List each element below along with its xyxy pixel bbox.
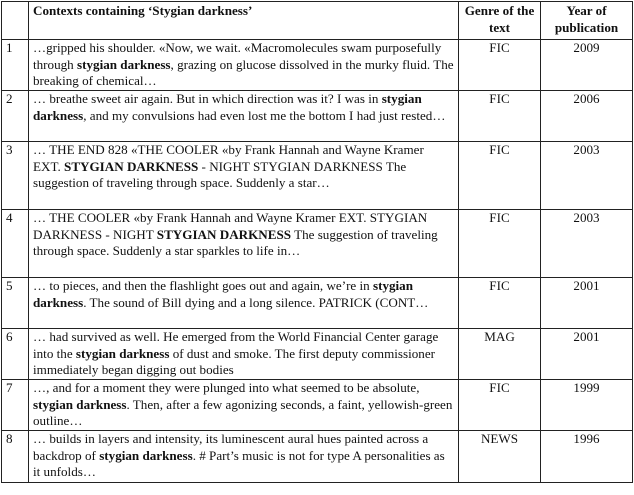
- keyword-highlight: stygian darkness: [99, 447, 193, 463]
- row-number: 3: [2, 142, 29, 210]
- row-year: 1996: [541, 431, 633, 483]
- row-genre: FIC: [459, 91, 541, 142]
- row-context: [29, 431, 459, 483]
- context-text: … breathe sweet air again. But in which direction was it? I was in: [33, 91, 382, 106]
- keyword-highlight: STYGIAN DARKNESS: [156, 226, 292, 242]
- context-text: … THE COOLER «by Frank Hannah and Wayne Kramer EXT. STYGIAN DARKNESS - NIGHT: [33, 210, 428, 242]
- keyword-highlight: stygian darkness: [33, 396, 127, 412]
- row-year: 2003: [541, 210, 633, 278]
- table-row: [2, 380, 633, 431]
- table-row: [2, 329, 633, 380]
- row-context: [29, 278, 459, 329]
- keyword-highlight: STYGIAN DARKNESS: [64, 158, 199, 174]
- keyword-highlight: stygian darkness: [77, 56, 171, 72]
- table-row: [2, 40, 633, 91]
- row-genre: FIC: [459, 142, 541, 210]
- context-text: . The sound of Bill dying and a long silence. PATRICK (CONT…: [83, 294, 429, 310]
- context-text: - NIGHT STYGIAN DARKNESS The suggestion of traveling through space. Suddenly a star…: [33, 158, 407, 191]
- context-text: … THE END 828 «THE COOLER «by Frank Hannah and Wayne Kramer EXT.: [33, 142, 424, 174]
- row-number: 4: [2, 210, 29, 278]
- row-number: 7: [2, 380, 29, 431]
- table-row: [2, 210, 633, 278]
- keyword-highlight: stygian darkness: [33, 278, 414, 310]
- row-year: 2003: [541, 142, 633, 210]
- row-context: [29, 210, 459, 278]
- header-year: Year of publication: [541, 2, 633, 40]
- table-row: [2, 91, 633, 142]
- keyword-highlight: stygian darkness: [75, 345, 170, 361]
- row-year: 2009: [541, 40, 633, 91]
- table-row: [2, 431, 633, 483]
- row-context: [29, 142, 459, 210]
- row-genre: FIC: [459, 210, 541, 278]
- header-index: [2, 2, 29, 40]
- context-text: …, and for a moment they were plunged into what seemed to be absolute,: [33, 380, 420, 395]
- row-genre: FIC: [459, 380, 541, 431]
- header-row: [2, 2, 633, 40]
- context-text: …gripped his shoulder. «Now, we wait. «Macromolecules swam purposefully through: [33, 40, 442, 72]
- table-row: [2, 278, 633, 329]
- row-year: 2006: [541, 91, 633, 142]
- row-number: 2: [2, 91, 29, 142]
- row-number: 8: [2, 431, 29, 483]
- row-genre: NEWS: [459, 431, 541, 483]
- row-number: 1: [2, 40, 29, 91]
- row-year: 2001: [541, 329, 633, 380]
- row-number: 6: [2, 329, 29, 380]
- row-genre: FIC: [459, 40, 541, 91]
- context-text: … to pieces, and then the flashlight goes out and again, we’re in: [33, 278, 373, 293]
- keyword-highlight: stygian darkness: [33, 91, 422, 123]
- row-genre: MAG: [459, 329, 541, 380]
- row-number: 5: [2, 278, 29, 329]
- context-text: … had survived as well. He emerged from the World Financial Center garage into the: [33, 329, 439, 361]
- context-text: , grazing on glucose dissolved in the murky fluid. The breaking of chemical…: [33, 56, 454, 89]
- header-genre: Genre of the text: [459, 2, 541, 40]
- concordance-table: [1, 1, 633, 483]
- row-year: 2001: [541, 278, 633, 329]
- context-text: … builds in layers and intensity, its luminescent aural hues painted across a backdrop of: [33, 431, 429, 463]
- context-text: , and my convulsions had even lost me the bottom I had just rested…: [83, 107, 446, 123]
- row-context: [29, 380, 459, 431]
- row-context: [29, 40, 459, 91]
- table-row: [2, 142, 633, 210]
- context-text: . # Part’s music is not for type A personalities as it unfolds…: [33, 447, 445, 480]
- header-contexts: Contexts containing ‘Stygian darkness’: [29, 2, 459, 40]
- row-context: [29, 329, 459, 380]
- row-year: 1999: [541, 380, 633, 431]
- row-genre: FIC: [459, 278, 541, 329]
- context-text: The suggestion of traveling through space. Suddenly a star sparkles to life in…: [33, 226, 438, 259]
- context-text: . Then, after a few agonizing seconds, a faint, yellowish-green outline…: [33, 396, 453, 429]
- row-context: [29, 91, 459, 142]
- context-text: of dust and smoke. The first deputy commissioner immediately began digging out bodies: [33, 345, 436, 378]
